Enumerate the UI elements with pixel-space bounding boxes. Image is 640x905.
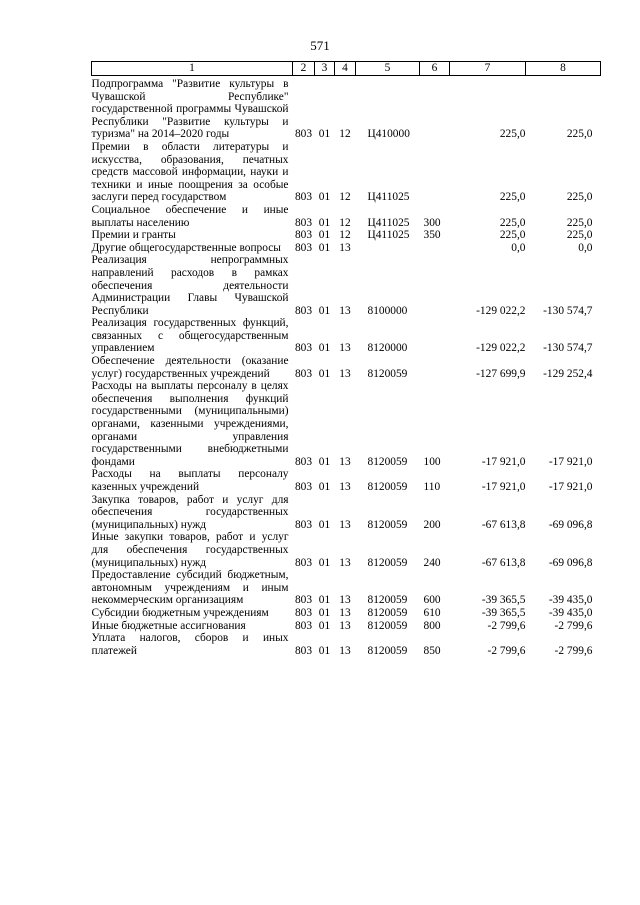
table-row (92, 355, 601, 380)
cell-ministry: 803 (294, 304, 313, 317)
row-name: Обеспечение деятельности (оказание услуг) государственных учреждений (91, 355, 289, 380)
table-body (92, 76, 601, 658)
cell-amount-year2: -2 799,6 (554, 644, 593, 657)
row-name: Премии и гранты (91, 229, 176, 242)
cell-target-article: 8120059 (367, 644, 408, 657)
cell-amount-year1: -39 365,5 (481, 594, 526, 607)
cell-expense-type: 350 (423, 229, 441, 242)
header-col-3: 3 (315, 62, 335, 76)
cell-amount-year2: -17 921,0 (548, 481, 593, 493)
cell-section: 01 (318, 606, 331, 619)
cell-amount-year2: 225,0 (566, 216, 593, 229)
cell-expense-type: 850 (423, 644, 441, 657)
header-col-1: 1 (92, 62, 293, 76)
cell-section: 01 (318, 481, 331, 493)
table-row (92, 317, 601, 355)
cell-expense-type (420, 141, 450, 204)
cell-expense-type (420, 254, 450, 317)
row-name: Закупка товаров, работ и услуг для обеспечения государственных (муниципальных) нужд (91, 493, 289, 531)
cell-section: 01 (318, 455, 331, 468)
cell-target-article: 8120059 (367, 606, 408, 619)
cell-subsection: 13 (339, 342, 351, 355)
cell-amount-year2: -130 574,7 (543, 304, 593, 317)
cell-target-article: 8120059 (367, 594, 408, 607)
cell-amount-year2: 225,0 (566, 229, 593, 242)
cell-section: 01 (318, 304, 331, 317)
cell-subsection: 13 (339, 304, 351, 317)
page-number: 571 (310, 38, 330, 53)
header-col-2: 2 (293, 62, 315, 76)
cell-subsection: 13 (339, 367, 351, 380)
row-name: Предоставление субсидий бюджетным, автономным учреждениям и иным некоммерческим организациям (91, 569, 289, 607)
cell-amount-year1: -67 613,8 (481, 556, 526, 569)
cell-section: 01 (318, 229, 331, 242)
cell-ministry: 803 (294, 518, 313, 531)
cell-amount-year1: 225,0 (499, 191, 526, 204)
cell-expense-type (420, 355, 450, 380)
cell-subsection: 12 (339, 216, 351, 229)
cell-section: 01 (318, 619, 331, 632)
cell-target-article: 8120059 (367, 556, 408, 569)
row-name: Реализация государственных функций, связанных с общегосударственным управлением (91, 317, 289, 355)
row-name: Иные закупки товаров, работ и услуг для обеспечения государственных (муниципальных) нужд (91, 531, 289, 569)
cell-target-article: 8120000 (367, 342, 408, 355)
header-col-8: 8 (526, 62, 601, 76)
row-name: Иные бюджетные ассигнования (91, 619, 246, 632)
cell-target-article (356, 242, 420, 255)
cell-amount-year2: -2 799,6 (554, 619, 593, 632)
cell-ministry: 803 (294, 216, 313, 229)
row-name: Премии в области литературы и искусства, образования, печатных средств массовой информации, науки и техники и иные поощрения за особые заслуги перед государством (91, 140, 289, 204)
table-row (92, 76, 601, 141)
cell-subsection: 13 (339, 644, 351, 657)
cell-amount-year2: -17 921,0 (548, 455, 593, 468)
cell-section: 01 (318, 518, 331, 531)
header-col-4: 4 (335, 62, 356, 76)
cell-expense-type: 110 (423, 481, 441, 493)
cell-target-article: 8120059 (367, 481, 408, 493)
cell-target-article: Ц411025 (367, 191, 410, 204)
cell-subsection: 13 (339, 481, 351, 493)
cell-ministry: 803 (294, 342, 313, 355)
table-row (92, 531, 601, 569)
cell-amount-year1: 225,0 (499, 216, 526, 229)
cell-subsection: 13 (339, 241, 351, 254)
table-row (92, 468, 601, 493)
cell-subsection: 13 (339, 606, 351, 619)
table-row (92, 141, 601, 204)
cell-amount-year1: -129 022,2 (476, 304, 526, 317)
cell-amount-year1: -2 799,6 (487, 644, 526, 657)
header-col-7: 7 (450, 62, 526, 76)
table-row (92, 494, 601, 532)
cell-amount-year2: 0,0 (578, 241, 593, 254)
cell-target-article: 8120059 (367, 455, 408, 468)
cell-amount-year1: -67 613,8 (481, 518, 526, 531)
cell-expense-type (420, 317, 450, 355)
cell-section: 01 (318, 644, 331, 657)
cell-ministry: 803 (294, 606, 313, 619)
cell-subsection: 12 (339, 229, 351, 242)
table-row (92, 242, 601, 255)
cell-ministry: 803 (294, 191, 313, 204)
cell-ministry: 803 (294, 619, 313, 632)
table-row (92, 254, 601, 317)
table-row (92, 632, 601, 657)
cell-subsection: 13 (339, 594, 351, 607)
cell-section: 01 (318, 556, 331, 569)
row-name: Расходы на выплаты персоналу в целях обеспечения выполнения функций государственными (муниципальными) органами, казенными учреждениями, органами управления государственными внебюджетными фондами (91, 380, 289, 468)
row-name: Субсидии бюджетным учреждениям (91, 606, 269, 619)
cell-section: 01 (318, 367, 331, 380)
row-name: Социальное обеспечение и иные выплаты населению (91, 203, 289, 229)
cell-subsection: 13 (339, 556, 351, 569)
cell-amount-year1: -127 699,9 (476, 367, 526, 380)
cell-expense-type: 240 (423, 556, 441, 569)
cell-amount-year1: -17 921,0 (481, 455, 526, 468)
table-header-row (92, 62, 601, 76)
table-row (92, 620, 601, 633)
cell-expense-type: 800 (423, 619, 441, 632)
cell-amount-year1: 225,0 (499, 128, 526, 141)
row-name: Другие общегосударственные вопросы (91, 241, 281, 254)
cell-amount-year2: -39 435,0 (548, 606, 593, 619)
cell-expense-type (420, 76, 450, 141)
cell-subsection: 13 (339, 455, 351, 468)
cell-amount-year2: -130 574,7 (543, 342, 593, 355)
cell-expense-type: 200 (423, 518, 441, 531)
budget-table (91, 61, 601, 657)
cell-section: 01 (318, 342, 331, 355)
table-row (92, 607, 601, 620)
cell-ministry: 803 (294, 128, 313, 141)
cell-ministry: 803 (294, 455, 313, 468)
row-name: Подпрограмма "Развитие культуры в Чувашской Республике" государственной программы Чувашской Республики "Развитие культуры и туризма" на 2014–2020 годы (91, 78, 289, 141)
cell-section: 01 (318, 128, 331, 141)
cell-expense-type: 600 (423, 594, 441, 607)
cell-expense-type: 300 (423, 216, 441, 229)
cell-target-article: 8120059 (367, 518, 408, 531)
cell-target-article: 8120059 (367, 367, 408, 380)
cell-target-article: Ц411025 (367, 216, 410, 229)
cell-section: 01 (318, 191, 331, 204)
cell-section: 01 (318, 216, 331, 229)
cell-section: 01 (318, 594, 331, 607)
table-row (92, 229, 601, 242)
cell-ministry: 803 (294, 556, 313, 569)
cell-subsection: 13 (339, 518, 351, 531)
cell-amount-year1: -17 921,0 (481, 481, 526, 493)
table-row (92, 380, 601, 468)
cell-amount-year2: -39 435,0 (548, 594, 593, 607)
cell-target-article: Ц411025 (367, 229, 410, 242)
cell-target-article: Ц410000 (367, 128, 410, 141)
cell-ministry: 803 (294, 367, 313, 380)
table-row (92, 569, 601, 607)
cell-amount-year2: 225,0 (566, 128, 593, 141)
cell-subsection: 12 (339, 128, 351, 141)
cell-amount-year1: -129 022,2 (476, 342, 526, 355)
cell-ministry: 803 (294, 481, 313, 493)
row-name: Уплата налогов, сборов и иных платежей (91, 632, 289, 657)
cell-ministry: 803 (294, 241, 313, 254)
cell-amount-year2: -69 096,8 (548, 556, 593, 569)
cell-expense-type: 610 (423, 606, 441, 619)
cell-amount-year1: -39 365,5 (481, 606, 526, 619)
cell-amount-year2: -129 252,4 (543, 367, 593, 380)
cell-section: 01 (318, 241, 331, 254)
cell-target-article: 8100000 (367, 304, 408, 317)
cell-expense-type (420, 242, 450, 255)
cell-ministry: 803 (294, 229, 313, 242)
row-name: Реализация непрограммных направлений расходов в рамках обеспечения деятельности Администрации Главы Чувашской Республики (91, 254, 289, 317)
row-name: Расходы на выплаты персоналу казенных учреждений (91, 468, 289, 493)
header-col-5: 5 (356, 62, 420, 76)
cell-ministry: 803 (294, 594, 313, 607)
cell-expense-type: 100 (423, 455, 441, 468)
cell-amount-year1: 0,0 (511, 241, 526, 254)
cell-target-article: 8120059 (367, 619, 408, 632)
cell-amount-year2: 225,0 (566, 191, 593, 204)
table-row (92, 204, 601, 229)
cell-amount-year1: -2 799,6 (487, 619, 526, 632)
cell-amount-year2: -69 096,8 (548, 518, 593, 531)
cell-subsection: 12 (339, 191, 351, 204)
header-col-6: 6 (420, 62, 450, 76)
cell-subsection: 13 (339, 619, 351, 632)
cell-amount-year1: 225,0 (499, 229, 526, 242)
cell-ministry: 803 (294, 644, 313, 657)
